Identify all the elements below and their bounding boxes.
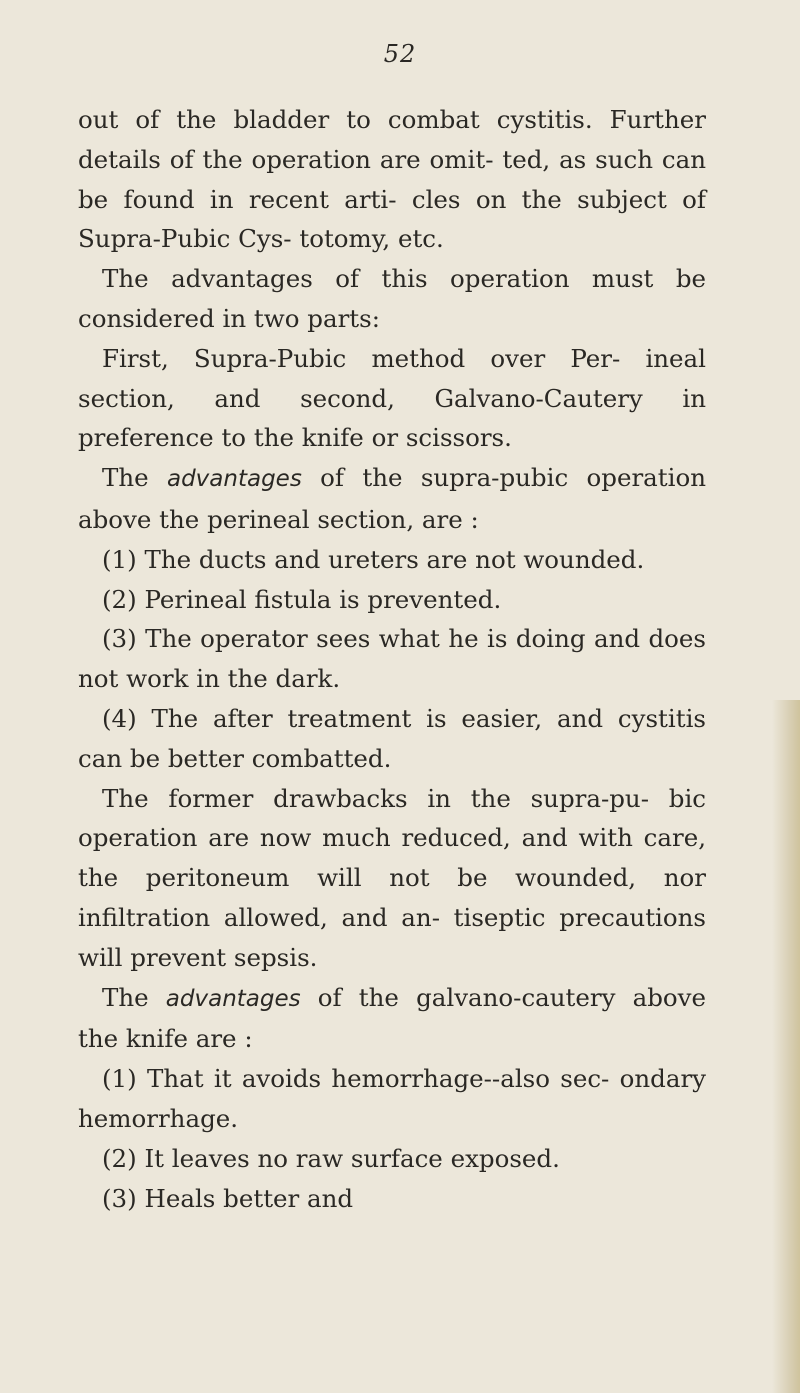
text-run: The xyxy=(102,982,166,1012)
paragraph-cystitis: out of the bladder to combat cystitis. Further details of the operation are omit- ted, as such can be found in recent arti- cles on the subject of Supra-Pubic Cys- totomy, etc. xyxy=(78,105,706,254)
body-text xyxy=(78,100,706,1218)
page-number: 52 xyxy=(383,40,417,68)
text-run: of the supra-pubic operation above the perineal section, are : xyxy=(78,463,706,534)
list-item-galvano-1: (1) That it avoids hemorrhage--also sec- ondary hemorrhage. xyxy=(78,1064,706,1133)
list-item-galvano-2: (2) It leaves no raw surface exposed. xyxy=(102,1143,560,1173)
emphasis-advantages: advantages xyxy=(165,985,301,1012)
list-item-4: (4) The after treatment is easier, and cystitis can be better combatted. xyxy=(78,703,706,773)
text-run: of the galvano-cautery above the knife are : xyxy=(78,982,706,1054)
paragraph-galvano-advantages xyxy=(78,978,706,1060)
text-run: The xyxy=(102,463,167,493)
paragraph-first-second: First, Supra-Pubic method over Per- ineal section, and second, Galvano-Cautery in preference to the knife or scissors. xyxy=(78,343,706,453)
list-item-galvano-3: (3) Heals better and xyxy=(102,1183,354,1213)
paragraph-supra-pubic-advantages xyxy=(78,458,706,540)
list-item-2: (2) Perineal fistula is prevented. xyxy=(102,584,502,614)
page-edge-shadow xyxy=(772,700,800,1393)
paragraph-drawbacks: The former drawbacks in the supra-pu- bic operation are now much reduced, and with care, the peritoneum will not be wounded, nor infiltration allowed, and an- tiseptic precautions will prevent sepsis. xyxy=(78,783,706,972)
list-item-3: (3) The operator sees what he is doing and does not work in the dark. xyxy=(78,624,706,694)
paragraph-advantages-intro: The advantages of this operation must be considered in two parts: xyxy=(78,264,706,333)
emphasis-advantages: advantages xyxy=(166,466,302,493)
list-item-1: (1) The ducts and ureters are not wounded. xyxy=(102,544,645,574)
